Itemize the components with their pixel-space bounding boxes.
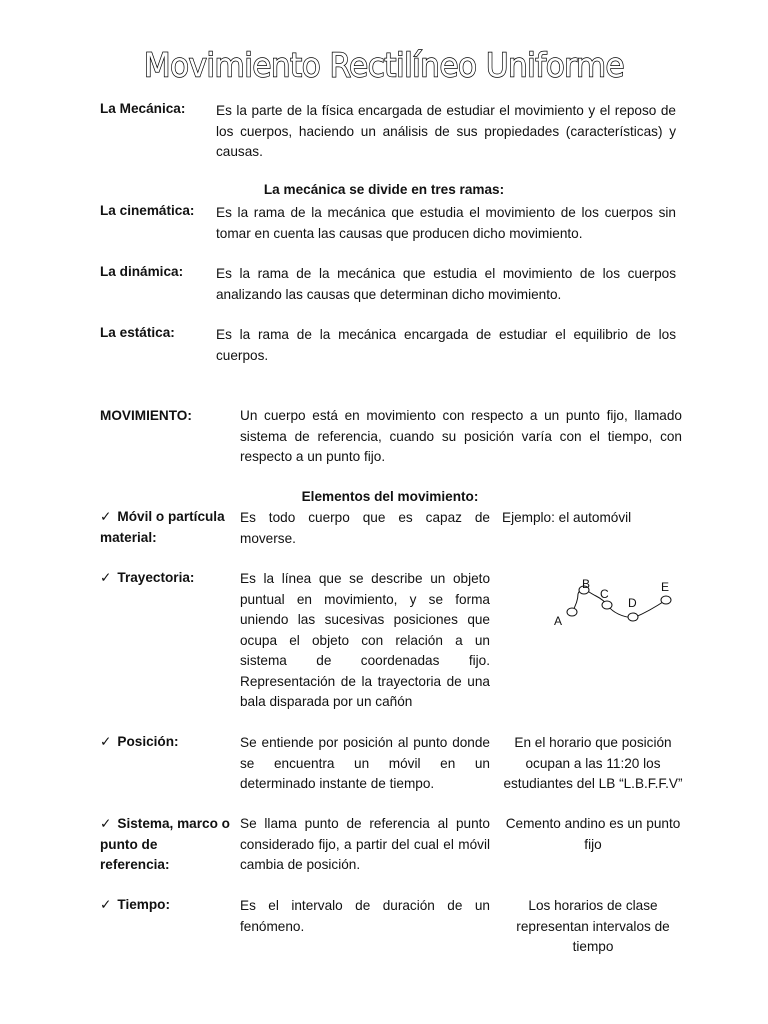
term-cinematica: La cinemática: [100,203,195,218]
term-mecanica: La Mecánica: [100,101,186,116]
term-posicion [100,732,230,753]
check-icon: ✓ [100,570,112,585]
label-e: E [661,580,670,594]
point-d [628,613,638,621]
desc-dinamica: Es la rama de la mecánica que estudia el movimiento de los cuerpos analizando las causas que determinan dicho movimiento. [216,266,676,302]
ramas-heading: La mecánica se divide en tres ramas: [263,182,505,197]
term-tiempo [100,895,230,916]
term-posicion-label: Posición: [117,734,179,749]
desc-posicion: Se entiende por posición al punto donde se encuentra un móvil en un determinado instante de tiempo. [240,735,490,791]
point-c [602,601,612,609]
term-sistema-label: Sistema, marco o punto de referencia: [100,816,230,872]
example-posicion: En el horario que posición ocupan a las 11:20 los estudiantes del LB “L.B.F.F.V” [503,735,683,791]
desc-sistema: Se llama punto de referencia al punto considerado fijo, a partir del cual el móvil cambia de posición. [240,816,490,872]
label-a: A [554,614,563,628]
term-sistema [100,814,230,876]
elementos-heading: Elementos del movimiento: [301,489,479,504]
term-movil [100,507,230,548]
desc-mecanica: Es la parte de la física encargada de estudiar el movimiento y el reposo de los cuerpos, haciendo un análisis de sus propiedades (características) y causas. [216,103,676,159]
point-a [567,608,577,616]
term-trayectoria-label: Trayectoria: [117,570,195,585]
page-title: Movimiento Rectilíneo Uniforme [143,47,625,85]
check-icon: ✓ [100,816,112,831]
check-icon: ✓ [100,509,112,524]
desc-movimiento: Un cuerpo está en movimiento con respecto a un punto fijo, llamado sistema de referencia, cuando su posición varía con el tiempo, con respecto a un punto fijo. [240,408,682,464]
trajectory-diagram [548,574,678,634]
check-icon: ✓ [100,734,112,749]
example-sistema: Cemento andino es un punto fijo [505,816,681,852]
point-e [661,596,671,604]
term-dinamica: La dinámica: [100,264,184,279]
desc-trayectoria: Es la línea que se describe un objeto puntual en movimiento, y se forma uniendo las sucesivas posiciones que ocupa el objeto con relación a un sistema de coordenadas fijo. Representación de la trayectoria de una bala disparada por un cañón [240,571,490,709]
term-movimiento: MOVIMIENTO: [100,408,192,423]
term-estatica: La estática: [100,325,175,340]
desc-tiempo: Es el intervalo de duración de un fenómeno. [240,898,490,934]
label-c: C [600,587,609,601]
term-movil-label: Móvil o partícula material: [100,509,225,545]
term-tiempo-label: Tiempo: [117,897,171,912]
check-icon: ✓ [100,897,112,912]
term-trayectoria [100,568,230,589]
desc-estatica: Es la rama de la mecánica encargada de estudiar el equilibrio de los cuerpos. [216,327,676,363]
label-b: B [582,577,591,591]
example-movil: Ejemplo: el automóvil [502,510,632,525]
example-tiempo: Los horarios de clase representan intervalos de tiempo [516,898,670,954]
desc-movil: Es todo cuerpo que es capaz de moverse. [240,510,490,546]
desc-cinematica: Es la rama de la mecánica que estudia el movimiento de los cuerpos sin tomar en cuenta las causas que producen dicho movimiento. [216,205,676,241]
label-d: D [628,596,637,610]
